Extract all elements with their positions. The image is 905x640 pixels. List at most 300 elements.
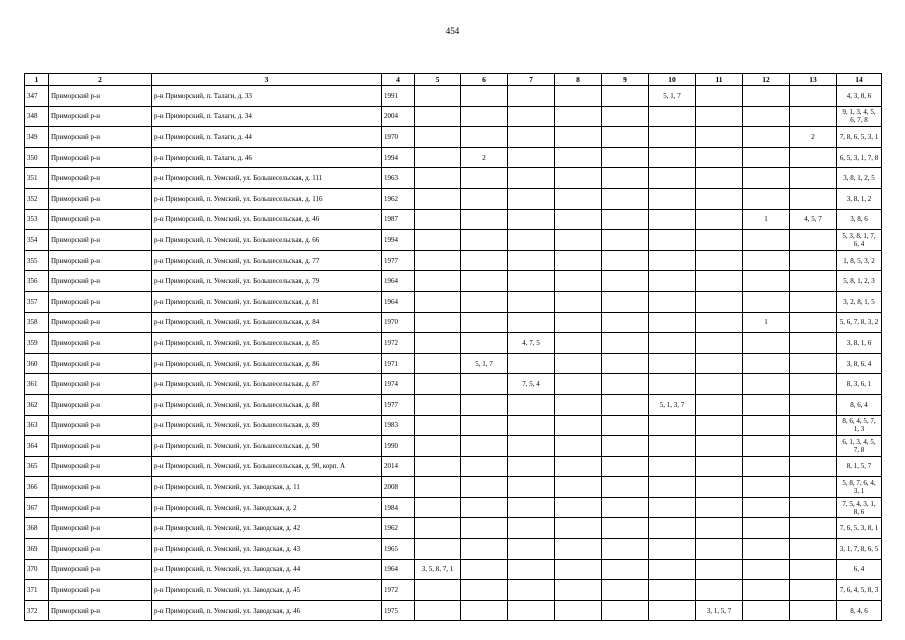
col6-cell [461,436,508,457]
col5-cell [415,106,461,127]
table-row [25,188,882,209]
col9-cell [602,271,649,292]
col9-cell [602,209,649,230]
col8-cell [555,333,602,354]
col12-cell [743,477,790,498]
col6-cell [461,559,508,580]
table-row [25,394,882,415]
table-row [25,106,882,127]
col13-cell [790,333,837,354]
row-number-cell: 369 [25,539,49,560]
col5-cell [415,147,461,168]
col5-cell [415,127,461,148]
col10-cell [649,436,696,457]
col13-cell [790,415,837,436]
table-row [25,374,882,395]
col8-cell [555,353,602,374]
table-row [25,291,882,312]
col13-cell [790,312,837,333]
address-cell: р-н Приморский, п. Уемский, ул. Большесельская, д. 116 [152,188,382,209]
col10-cell [649,580,696,601]
col12-cell [743,147,790,168]
row-number-cell: 360 [25,353,49,374]
col10-cell [649,415,696,436]
col13-cell [790,230,837,251]
col10-cell [649,106,696,127]
col9-cell [602,291,649,312]
col10-cell [649,250,696,271]
col12-cell [743,333,790,354]
address-cell: р-н Приморский, п. Талаги, д. 46 [152,147,382,168]
table-row [25,436,882,457]
district-cell: Приморский р-н [49,271,152,292]
year-cell: 1977 [382,250,415,271]
col11-cell [696,291,743,312]
table-row [25,86,882,107]
year-cell: 1994 [382,147,415,168]
col11-cell [696,436,743,457]
col9-cell [602,188,649,209]
header-row [25,74,882,86]
col12-cell [743,168,790,189]
table-row [25,518,882,539]
table-row [25,312,882,333]
col10-cell [649,312,696,333]
address-cell: р-н Приморский, п. Уемский, ул. Большесельская, д. 90, корп. А [152,456,382,477]
row-number-cell: 367 [25,497,49,518]
table-row [25,580,882,601]
table-row [25,168,882,189]
col13-cell [790,497,837,518]
district-cell: Приморский р-н [49,497,152,518]
district-cell: Приморский р-н [49,312,152,333]
district-cell: Приморский р-н [49,559,152,580]
table-row [25,559,882,580]
district-cell: Приморский р-н [49,580,152,601]
col8-cell [555,168,602,189]
col7-cell [508,106,555,127]
col5-cell [415,168,461,189]
col5-cell [415,436,461,457]
col7-cell [508,86,555,107]
col10-cell [649,209,696,230]
col12-cell [743,559,790,580]
col6-cell [461,374,508,395]
table-row [25,147,882,168]
address-cell: р-н Приморский, п. Уемский, ул. Большесельская, д. 46 [152,209,382,230]
col13-cell [790,168,837,189]
table-row [25,353,882,374]
col11-cell [696,127,743,148]
row-number-cell: 361 [25,374,49,395]
col10-cell [649,539,696,560]
col9-cell [602,436,649,457]
col13-cell [790,374,837,395]
col9-cell [602,580,649,601]
column-header: 5 [415,74,461,86]
col12-cell [743,250,790,271]
col8-cell [555,86,602,107]
col12-cell [743,291,790,312]
address-cell: р-н Приморский, п. Уемский, ул. Большесельская, д. 77 [152,250,382,271]
year-cell: 1972 [382,580,415,601]
district-cell: Приморский р-н [49,230,152,251]
year-cell: 1972 [382,333,415,354]
row-number-cell: 366 [25,477,49,498]
row-number-cell: 352 [25,188,49,209]
col14-cell: 3, 8, 1, 2 [837,188,882,209]
col6-cell [461,86,508,107]
col7-cell [508,518,555,539]
col10-cell [649,477,696,498]
col9-cell [602,106,649,127]
table-row [25,271,882,292]
col12-cell [743,353,790,374]
col5-cell [415,188,461,209]
year-cell: 1962 [382,518,415,539]
col13-cell [790,580,837,601]
col9-cell [602,147,649,168]
col13-cell [790,600,837,621]
district-cell: Приморский р-н [49,147,152,168]
year-cell: 1964 [382,291,415,312]
col11-cell [696,209,743,230]
col10-cell: 5, 1, 7 [649,86,696,107]
col6-cell [461,580,508,601]
col5-cell [415,456,461,477]
col5-cell [415,539,461,560]
col8-cell [555,230,602,251]
col11-cell [696,312,743,333]
col8-cell [555,374,602,395]
col11-cell [696,394,743,415]
col8-cell [555,600,602,621]
district-cell: Приморский р-н [49,477,152,498]
district-cell: Приморский р-н [49,106,152,127]
col6-cell [461,209,508,230]
col7-cell [508,353,555,374]
col10-cell: 5, 1, 3, 7 [649,394,696,415]
col6-cell [461,333,508,354]
col13-cell [790,250,837,271]
year-cell: 1984 [382,497,415,518]
col12-cell [743,230,790,251]
column-header: 8 [555,74,602,86]
col10-cell [649,518,696,539]
row-number-cell: 370 [25,559,49,580]
address-cell: р-н Приморский, п. Уемский, ул. Большесельская, д. 79 [152,271,382,292]
col14-cell: 5, 3, 8, 1, 7, 6, 4 [837,230,882,251]
col9-cell [602,497,649,518]
column-header: 13 [790,74,837,86]
row-number-cell: 354 [25,230,49,251]
address-cell: р-н Приморский, п. Уемский, ул. Большесельская, д. 86 [152,353,382,374]
col10-cell [649,168,696,189]
col12-cell [743,86,790,107]
col5-cell [415,374,461,395]
col9-cell [602,559,649,580]
col7-cell [508,580,555,601]
col8-cell [555,106,602,127]
col11-cell [696,230,743,251]
col6-cell [461,518,508,539]
col14-cell: 8, 6, 4 [837,394,882,415]
col6-cell [461,456,508,477]
year-cell: 1964 [382,559,415,580]
col7-cell [508,477,555,498]
col10-cell [649,559,696,580]
col14-cell: 8, 3, 6, 1 [837,374,882,395]
col7-cell [508,188,555,209]
year-cell: 1983 [382,415,415,436]
row-number-cell: 364 [25,436,49,457]
col12-cell: 1 [743,209,790,230]
address-cell: р-н Приморский, п. Уемский, ул. Большесельская, д. 88 [152,394,382,415]
col8-cell [555,518,602,539]
year-cell: 1994 [382,230,415,251]
col11-cell [696,415,743,436]
col5-cell [415,312,461,333]
col7-cell [508,559,555,580]
address-cell: р-н Приморский, п. Уемский, ул. Заводская, д. 46 [152,600,382,621]
row-number-cell: 363 [25,415,49,436]
column-header: 1 [25,74,49,86]
col11-cell [696,333,743,354]
col6-cell [461,394,508,415]
col5-cell [415,415,461,436]
table-row [25,127,882,148]
col9-cell [602,86,649,107]
col9-cell [602,333,649,354]
year-cell: 2014 [382,456,415,477]
column-header: 14 [837,74,882,86]
col7-cell [508,230,555,251]
col14-cell: 8, 1, 5, 7 [837,456,882,477]
col7-cell [508,415,555,436]
col14-cell: 8, 6, 4, 5, 7, 1, 3 [837,415,882,436]
col10-cell [649,600,696,621]
col11-cell [696,271,743,292]
col5-cell [415,86,461,107]
district-cell: Приморский р-н [49,518,152,539]
col14-cell: 6, 5, 3, 1, 7, 8 [837,147,882,168]
row-number-cell: 371 [25,580,49,601]
year-cell: 1974 [382,374,415,395]
col12-cell [743,374,790,395]
col9-cell [602,250,649,271]
district-cell: Приморский р-н [49,456,152,477]
col14-cell: 1, 8, 5, 3, 2 [837,250,882,271]
year-cell: 1964 [382,271,415,292]
row-number-cell: 355 [25,250,49,271]
col9-cell [602,312,649,333]
col9-cell [602,127,649,148]
column-header: 2 [49,74,152,86]
address-cell: р-н Приморский, п. Уемский, ул. Большесельская, д. 87 [152,374,382,395]
col8-cell [555,559,602,580]
column-header: 6 [461,74,508,86]
year-cell: 1990 [382,436,415,457]
address-cell: р-н Приморский, п. Уемский, ул. Большесельская, д. 90 [152,436,382,457]
row-number-cell: 356 [25,271,49,292]
col8-cell [555,539,602,560]
col6-cell [461,312,508,333]
district-cell: Приморский р-н [49,353,152,374]
col10-cell [649,353,696,374]
address-cell: р-н Приморский, п. Уемский, ул. Заводская, д. 11 [152,477,382,498]
col6-cell [461,539,508,560]
col13-cell [790,436,837,457]
col10-cell [649,271,696,292]
col9-cell [602,456,649,477]
address-cell: р-н Приморский, п. Уемский, ул. Большесельская, д. 85 [152,333,382,354]
district-cell: Приморский р-н [49,127,152,148]
district-cell: Приморский р-н [49,250,152,271]
col7-cell [508,436,555,457]
col7-cell [508,209,555,230]
table-body [25,86,882,621]
col11-cell [696,580,743,601]
col10-cell [649,230,696,251]
col6-cell [461,271,508,292]
col7-cell [508,147,555,168]
col12-cell [743,456,790,477]
district-cell: Приморский р-н [49,209,152,230]
col9-cell [602,477,649,498]
row-number-cell: 359 [25,333,49,354]
col14-cell: 7, 6, 4, 5, 8, 3 [837,580,882,601]
col13-cell [790,518,837,539]
col13-cell [790,188,837,209]
table-row [25,497,882,518]
col5-cell [415,250,461,271]
address-cell: р-н Приморский, п. Уемский, ул. Большесельская, д. 111 [152,168,382,189]
year-cell: 1962 [382,188,415,209]
col5-cell [415,477,461,498]
col13-cell [790,394,837,415]
address-cell: р-н Приморский, п. Уемский, ул. Заводская, д. 45 [152,580,382,601]
table-row [25,230,882,251]
col11-cell [696,86,743,107]
col14-cell: 3, 2, 8, 1, 5 [837,291,882,312]
col10-cell [649,291,696,312]
col8-cell [555,271,602,292]
address-cell: р-н Приморский, п. Уемский, ул. Большесельская, д. 84 [152,312,382,333]
col14-cell: 3, 1, 7, 8, 6, 5 [837,539,882,560]
col9-cell [602,394,649,415]
col8-cell [555,436,602,457]
col5-cell: 3, 5, 8, 7, 1 [415,559,461,580]
year-cell: 1965 [382,539,415,560]
col9-cell [602,168,649,189]
row-number-cell: 365 [25,456,49,477]
row-number-cell: 350 [25,147,49,168]
district-cell: Приморский р-н [49,436,152,457]
col14-cell: 3, 8, 1, 6 [837,333,882,354]
col5-cell [415,580,461,601]
col6-cell [461,106,508,127]
col11-cell [696,477,743,498]
col7-cell [508,271,555,292]
col5-cell [415,600,461,621]
col12-cell [743,518,790,539]
col6-cell [461,230,508,251]
address-cell: р-н Приморский, п. Уемский, ул. Большесельская, д. 89 [152,415,382,436]
col5-cell [415,291,461,312]
col12-cell [743,497,790,518]
col6-cell [461,291,508,312]
col14-cell: 6, 4 [837,559,882,580]
col13-cell [790,559,837,580]
col13-cell [790,147,837,168]
col6-cell [461,415,508,436]
col7-cell [508,250,555,271]
year-cell: 1963 [382,168,415,189]
col6-cell [461,127,508,148]
row-number-cell: 347 [25,86,49,107]
col6-cell [461,250,508,271]
address-cell: р-н Приморский, п. Талаги, д. 44 [152,127,382,148]
col11-cell [696,559,743,580]
district-cell: Приморский р-н [49,86,152,107]
col8-cell [555,456,602,477]
district-cell: Приморский р-н [49,539,152,560]
col12-cell [743,394,790,415]
col9-cell [602,518,649,539]
col10-cell [649,374,696,395]
col13-cell [790,106,837,127]
year-cell: 2004 [382,106,415,127]
col6-cell [461,477,508,498]
district-cell: Приморский р-н [49,415,152,436]
col11-cell: 3, 1, 5, 7 [696,600,743,621]
col5-cell [415,518,461,539]
col14-cell: 5, 8, 7, 6, 4, 3, 1 [837,477,882,498]
col8-cell [555,250,602,271]
col12-cell [743,415,790,436]
col13-cell [790,456,837,477]
address-cell: р-н Приморский, п. Талаги, д. 34 [152,106,382,127]
col8-cell [555,147,602,168]
col5-cell [415,271,461,292]
col9-cell [602,415,649,436]
col12-cell [743,580,790,601]
col9-cell [602,539,649,560]
table-row [25,456,882,477]
col12-cell [743,271,790,292]
col8-cell [555,209,602,230]
col14-cell: 3, 8, 6, 4 [837,353,882,374]
col6-cell: 5, 1, 7 [461,353,508,374]
col10-cell [649,497,696,518]
col11-cell [696,374,743,395]
col6-cell [461,168,508,189]
col14-cell: 7, 8, 6, 5, 3, 1 [837,127,882,148]
col13-cell: 4, 5, 7 [790,209,837,230]
year-cell: 1987 [382,209,415,230]
col13-cell: 2 [790,127,837,148]
col11-cell [696,250,743,271]
col12-cell [743,127,790,148]
col7-cell [508,497,555,518]
col9-cell [602,600,649,621]
col12-cell [743,539,790,560]
row-number-cell: 349 [25,127,49,148]
col11-cell [696,188,743,209]
table-row [25,250,882,271]
col11-cell [696,353,743,374]
row-number-cell: 362 [25,394,49,415]
